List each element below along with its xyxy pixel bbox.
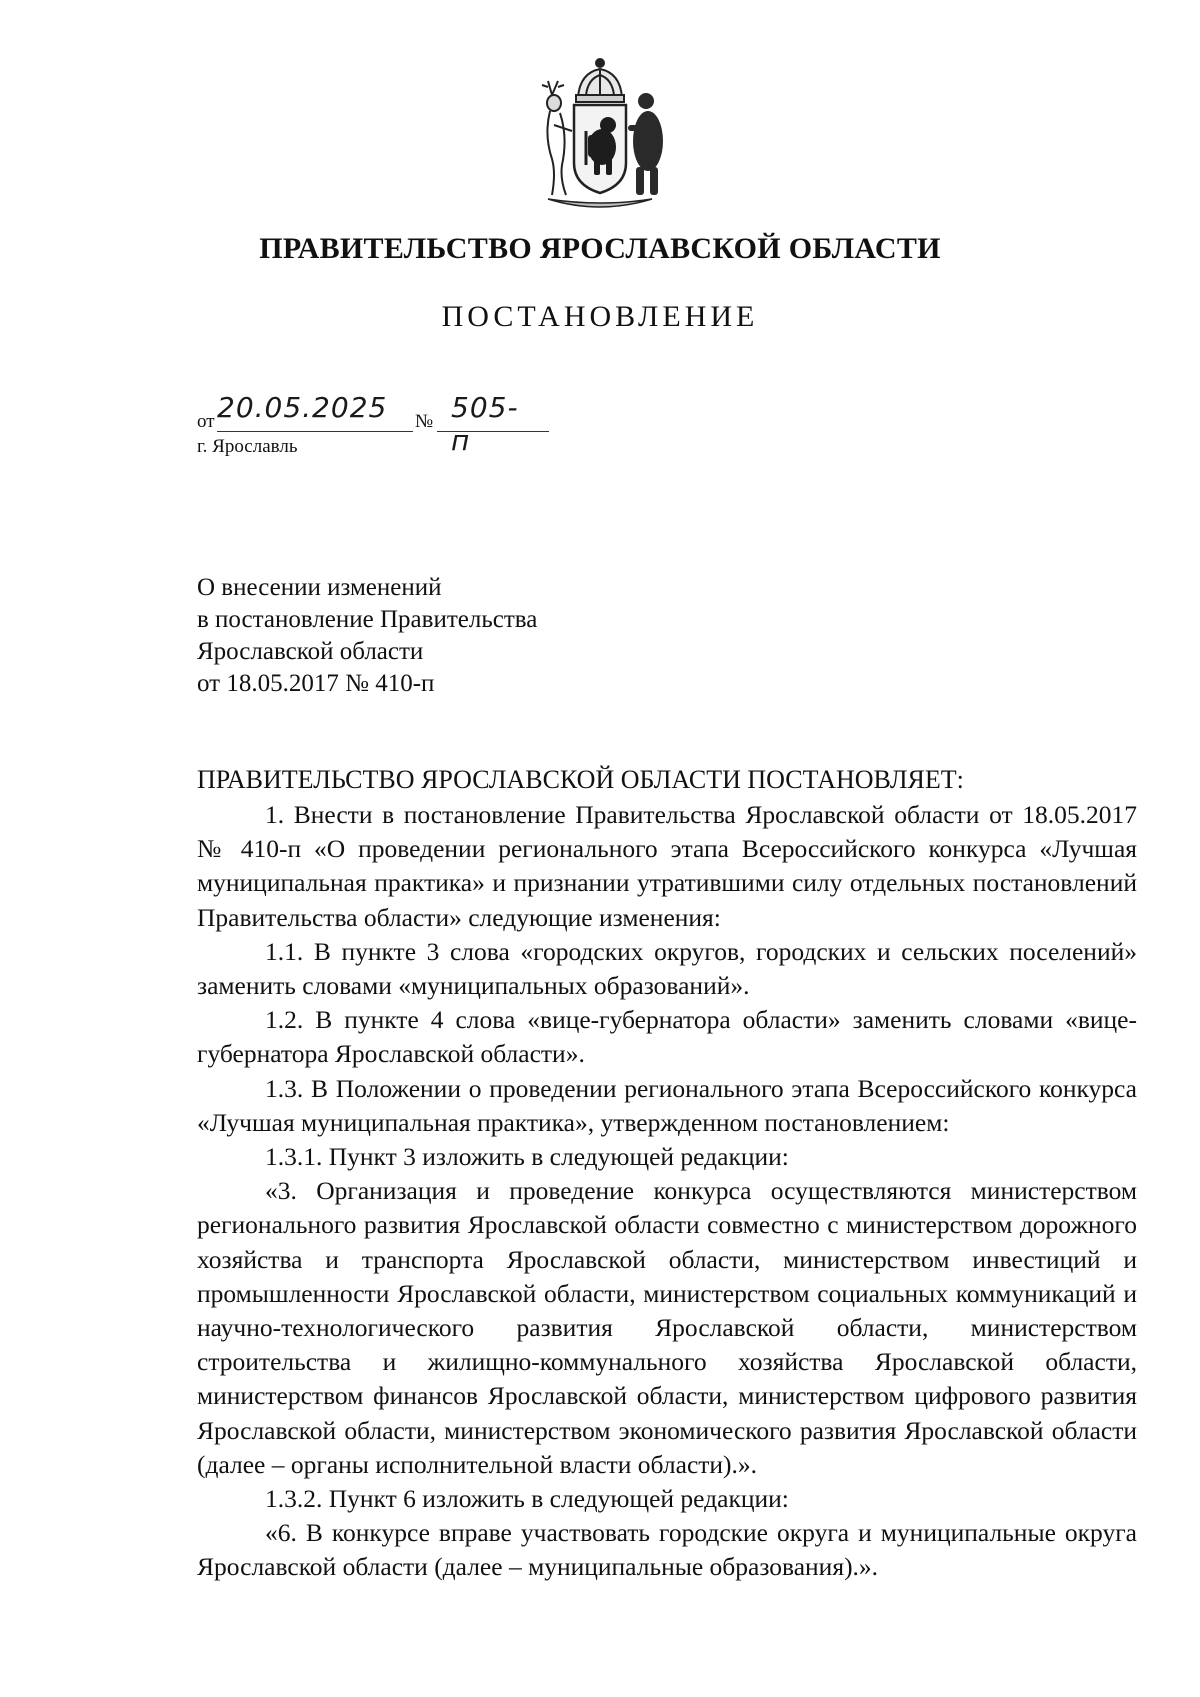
crown-icon xyxy=(576,59,624,102)
bear-supporter-icon xyxy=(628,93,663,195)
subject-line: Ярославской области xyxy=(197,638,424,665)
handwritten-date: 20.05.2025 xyxy=(217,391,388,424)
document-body xyxy=(197,798,1137,1585)
coat-of-arms-emblem xyxy=(530,55,670,215)
document-type: ПОСТАНОВЛЕНИЕ xyxy=(441,300,759,333)
paragraph: «3. Организация и проведение конкурса осуществляются министерством регионального развития Ярославской области совместно с министерством дорожного хозяйства и транспорта Ярославской области, министерством инвестиций и промышленности Ярославской области, министерством социальных коммуникаций и научно-технологического развития Ярославской области, министерством строительства и жилищно-коммунального хозяйства Ярославской области, министерством финансов Ярославской области, министерством цифрового развития Ярославской области, министерством экономического развития Ярославской области (далее – органы исполнительной власти области).». xyxy=(197,1176,1137,1479)
date-underline xyxy=(217,431,413,432)
city: г. Ярославль xyxy=(197,436,298,457)
handwritten-number: 505-п xyxy=(451,391,519,457)
subject-line: от 18.05.2017 № 410-п xyxy=(197,670,435,697)
paragraph: «6. В конкурсе вправе участвовать городские округа и муниципальные округа Ярославской области (далее – муниципальные образования).». xyxy=(197,1518,1137,1582)
subject-line: в постановление Правительства xyxy=(197,606,538,633)
number-label: № xyxy=(415,411,434,432)
organization-title: ПРАВИТЕЛЬСТВО ЯРОСЛАВСКОЙ ОБЛАСТИ xyxy=(259,232,941,265)
document-subject xyxy=(197,572,537,700)
paragraph: 1.2. В пункте 4 слова «вице-губернатора области» заменить словами «вице-губернатора Ярославской области». xyxy=(197,1005,1137,1069)
subject-line: О внесении изменений xyxy=(197,574,442,601)
paragraph: 1.3.1. Пункт 3 изложить в следующей редакции: xyxy=(265,1142,789,1172)
resolution-heading: ПРАВИТЕЛЬСТВО ЯРОСЛАВСКОЙ ОБЛАСТИ ПОСТАНОВЛЯЕТ: xyxy=(197,765,964,794)
paragraph: 1. Внести в постановление Правительства Ярославской области от 18.05.2017 № 410-п «О проведении регионального этапа Всероссийского конкурса «Лучшая муниципальная практика» и признании утратившими силу отдельных постановлений Правительства области» следующие изменения: xyxy=(197,800,1137,932)
ribbon-icon xyxy=(548,199,652,207)
paragraph: 1.3. В Положении о проведении регионального этапа Всероссийского конкурса «Лучшая муниципальная практика», утвержденном постановлением: xyxy=(197,1073,1137,1137)
deer-supporter-icon xyxy=(542,81,572,195)
date-label: от xyxy=(197,411,215,432)
paragraph: 1.1. В пункте 3 слова «городских округов, городских и сельских поселений» заменить словами «муниципальных образований». xyxy=(197,936,1137,1001)
paragraph: 1.3.2. Пункт 6 изложить в следующей редакции: xyxy=(265,1484,789,1514)
number-underline xyxy=(437,431,549,432)
